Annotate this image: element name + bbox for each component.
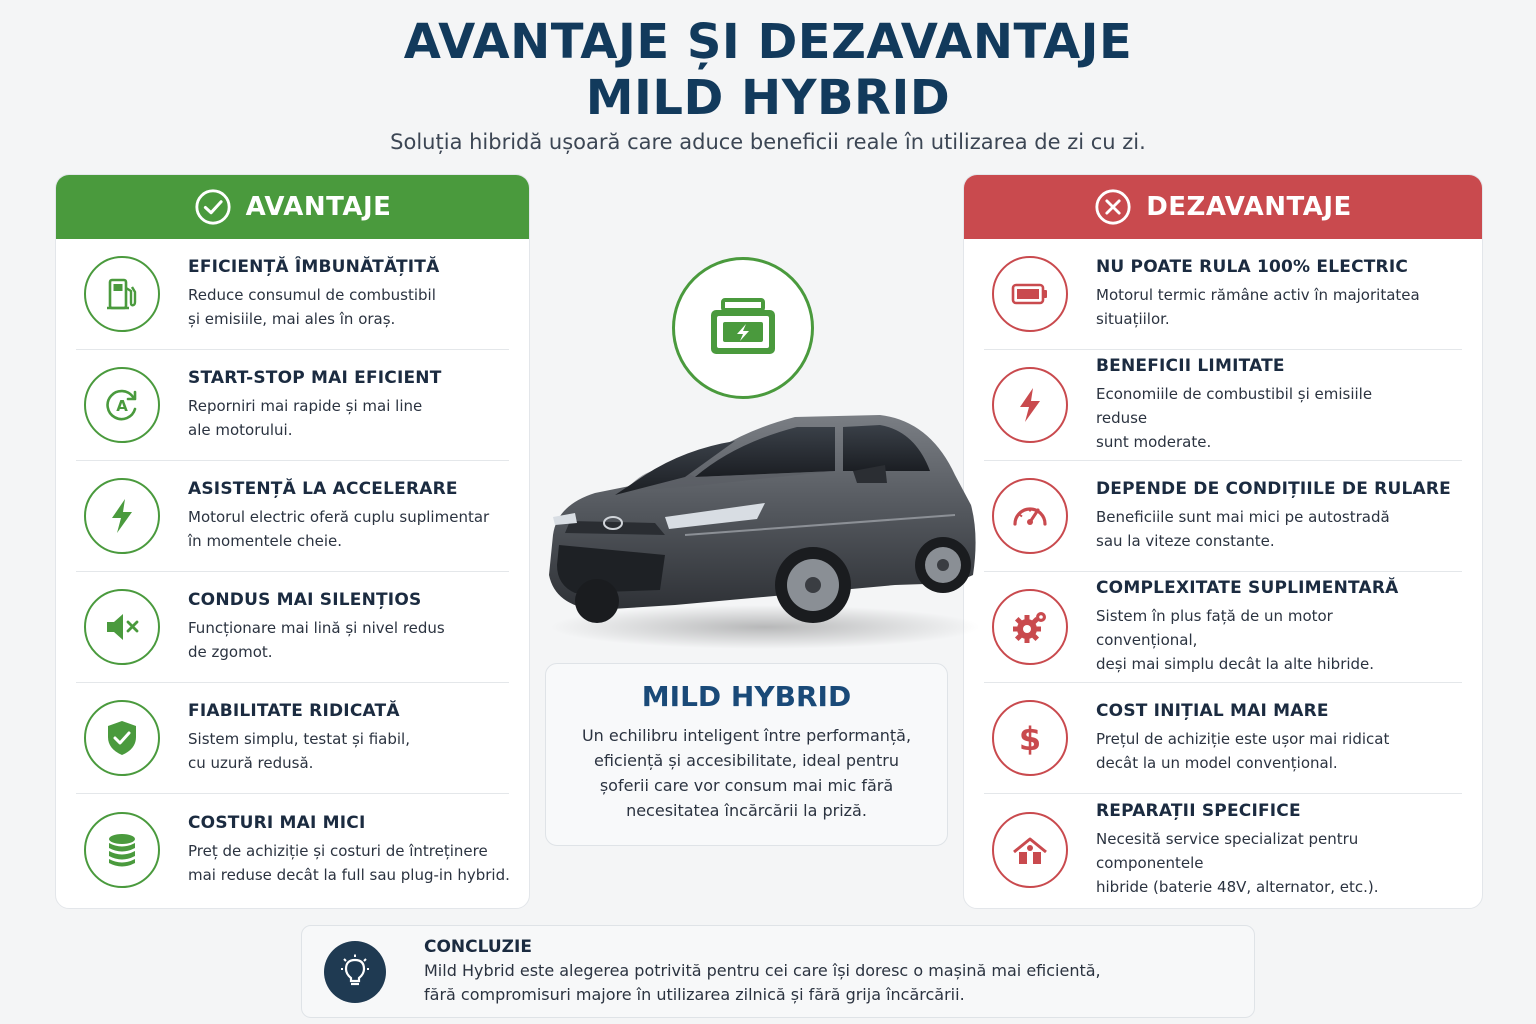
- item-desc-line: ale motorului.: [188, 421, 293, 439]
- advantages-header: [56, 175, 529, 239]
- disadvantages-panel: [963, 174, 1483, 909]
- item-description: [1096, 604, 1426, 676]
- item-description: [1096, 827, 1426, 899]
- item-desc-line: Necesită service specializat pentru componentele: [1096, 829, 1359, 872]
- item-title: REPARAȚII SPECIFICE: [1096, 800, 1301, 821]
- item-description: [188, 394, 518, 442]
- conclusion-line: Mild Hybrid este alegerea potrivită pentru cei care își doresc o mașină mai eficientă,: [424, 960, 1101, 980]
- item-desc-line: hibride (baterie 48V, alternator, etc.).: [1096, 877, 1379, 896]
- item-desc-line: Sistem simplu, testat și fiabil,: [188, 730, 410, 748]
- repair-tools-icon: [1010, 830, 1050, 870]
- item-desc-line: Preț de achiziție și costuri de întreținere: [188, 841, 488, 860]
- item-desc-line: Motorul electric oferă cuplu suplimentar: [188, 508, 490, 526]
- disadvantage-item-limited-benefits: [984, 350, 1462, 461]
- summary-line: eficiență și accesibilitate, ideal pentru: [594, 751, 899, 770]
- item-desc-line: Beneficiile sunt mai mici pe autostradă: [1096, 508, 1390, 526]
- item-desc-line: de zgomot.: [188, 643, 273, 661]
- dollar-icon: [1010, 718, 1050, 758]
- mild-hybrid-title: MILD HYBRID: [641, 680, 852, 713]
- disadvantage-item-complexity: [984, 572, 1462, 683]
- coin-stack-icon: [102, 830, 142, 870]
- item-desc-line: decât la un model convențional.: [1096, 754, 1338, 772]
- advantage-item-reliability: [76, 683, 509, 794]
- gear-icon: [1010, 607, 1050, 647]
- svg-text:$: $: [1018, 720, 1042, 758]
- item-description: [188, 616, 518, 664]
- lightbulb-icon: [324, 941, 386, 1003]
- disadvantage-item-driving-conditions: [984, 461, 1462, 572]
- item-description: [1096, 727, 1426, 775]
- item-title: DEPENDE DE CONDIȚIILE DE RULARE: [1096, 479, 1451, 499]
- conclusion-title: CONCLUZIE: [424, 936, 532, 957]
- item-desc-line: și emisiile, mai ales în oraș.: [188, 310, 396, 328]
- item-desc-line: Prețul de achiziție este ușor mai ridicat: [1096, 730, 1390, 748]
- item-desc-line: sau la viteze constante.: [1096, 532, 1275, 550]
- mild-hybrid-summary: [545, 663, 948, 846]
- conclusion-box: [301, 925, 1255, 1018]
- title-line-2: MILD HYBRID: [585, 70, 951, 126]
- item-title: FIABILITATE RIDICATĂ: [188, 701, 400, 721]
- summary-line: necesitatea încărcării la priză.: [626, 801, 867, 820]
- item-description: [188, 839, 518, 887]
- item-desc-line: Motorul termic rămâne activ în majoritatea: [1096, 286, 1420, 304]
- item-desc-line: cu uzură redusă.: [188, 754, 314, 772]
- advantage-item-acceleration: [76, 461, 509, 572]
- x-circle-icon: [1094, 188, 1132, 226]
- summary-line: Un echilibru inteligent între performanță,: [581, 726, 912, 745]
- check-circle-icon: [194, 188, 232, 226]
- fuel-pump-icon: [102, 274, 142, 314]
- item-title: COST INIȚIAL MAI MARE: [1096, 701, 1329, 721]
- item-desc-line: în momentele cheie.: [188, 532, 342, 550]
- start-stop-icon: [102, 385, 142, 425]
- title-line-1: AVANTAJE ȘI DEZAVANTAJE: [403, 14, 1133, 70]
- speaker-mute-icon: [102, 607, 142, 647]
- item-description: [188, 727, 518, 775]
- advantage-item-quiet: [76, 572, 509, 683]
- lightning-icon: [1010, 385, 1050, 425]
- disadvantage-item-no-electric: [984, 239, 1462, 350]
- summary-line: șoferii care vor consum mai mic fără: [599, 776, 894, 795]
- disadvantage-item-initial-cost: [984, 683, 1462, 794]
- advantages-panel: [55, 174, 530, 909]
- item-description: [188, 283, 518, 331]
- page-subtitle: Soluția hibridă ușoară care aduce beneficii reale în utilizarea de zi cu zi.: [390, 130, 1146, 154]
- item-description: [1096, 283, 1426, 331]
- item-desc-line: mai reduse decât la full sau plug-in hybrid.: [188, 865, 510, 884]
- battery-charge-icon: [705, 298, 781, 358]
- item-desc-line: Funcționare mai lină și nivel redus: [188, 619, 445, 637]
- item-desc-line: sunt moderate.: [1096, 433, 1212, 451]
- item-desc-line: Economiile de combustibil și emisiile reduse: [1096, 385, 1373, 427]
- car-image: [535, 405, 980, 655]
- item-title: NU POATE RULA 100% ELECTRIC: [1096, 257, 1409, 277]
- item-title: COMPLEXITATE SUPLIMENTARĂ: [1096, 578, 1399, 598]
- item-desc-line: Sistem în plus față de un motor convențional,: [1096, 607, 1333, 649]
- advantage-item-efficiency: [76, 239, 509, 350]
- mild-hybrid-description: [546, 723, 947, 823]
- item-desc-line: Reporniri mai rapide și mai line: [188, 397, 423, 415]
- item-title: ASISTENȚĂ LA ACCELERARE: [188, 479, 458, 499]
- shield-check-icon: [102, 718, 142, 758]
- item-description: [1096, 382, 1426, 454]
- lightning-icon: [102, 496, 142, 536]
- item-description: [188, 505, 518, 553]
- item-desc-line: situațiilor.: [1096, 310, 1170, 328]
- advantages-heading: AVANTAJE: [245, 192, 392, 222]
- advantage-item-start-stop: [76, 350, 509, 461]
- item-title: COSTURI MAI MICI: [188, 812, 366, 833]
- advantage-item-costs: [76, 794, 509, 905]
- page-title: [0, 14, 1536, 126]
- disadvantages-heading: DEZAVANTAJE: [1146, 192, 1352, 222]
- disadvantages-header: [964, 175, 1482, 239]
- item-description: [1096, 505, 1426, 553]
- conclusion-line: fără compromisuri majore în utilizarea zilnică și fără grija încărcării.: [424, 984, 965, 1004]
- item-title: EFICIENȚĂ ÎMBUNĂTĂȚITĂ: [188, 257, 440, 277]
- svg-text:A: A: [116, 397, 128, 415]
- item-title: START-STOP MAI EFICIENT: [188, 368, 442, 388]
- battery-icon: [1010, 274, 1050, 314]
- car-illustration: [535, 405, 980, 655]
- speedometer-icon: [1010, 496, 1050, 536]
- battery-badge: [672, 257, 814, 399]
- item-desc-line: Reduce consumul de combustibil: [188, 286, 436, 304]
- conclusion-description: [424, 959, 1101, 1007]
- item-desc-line: deși mai simplu decât la alte hibride.: [1096, 655, 1375, 673]
- item-title: BENEFICII LIMITATE: [1096, 356, 1285, 376]
- disadvantage-item-repairs: [984, 794, 1462, 905]
- item-title: CONDUS MAI SILENȚIOS: [188, 590, 422, 610]
